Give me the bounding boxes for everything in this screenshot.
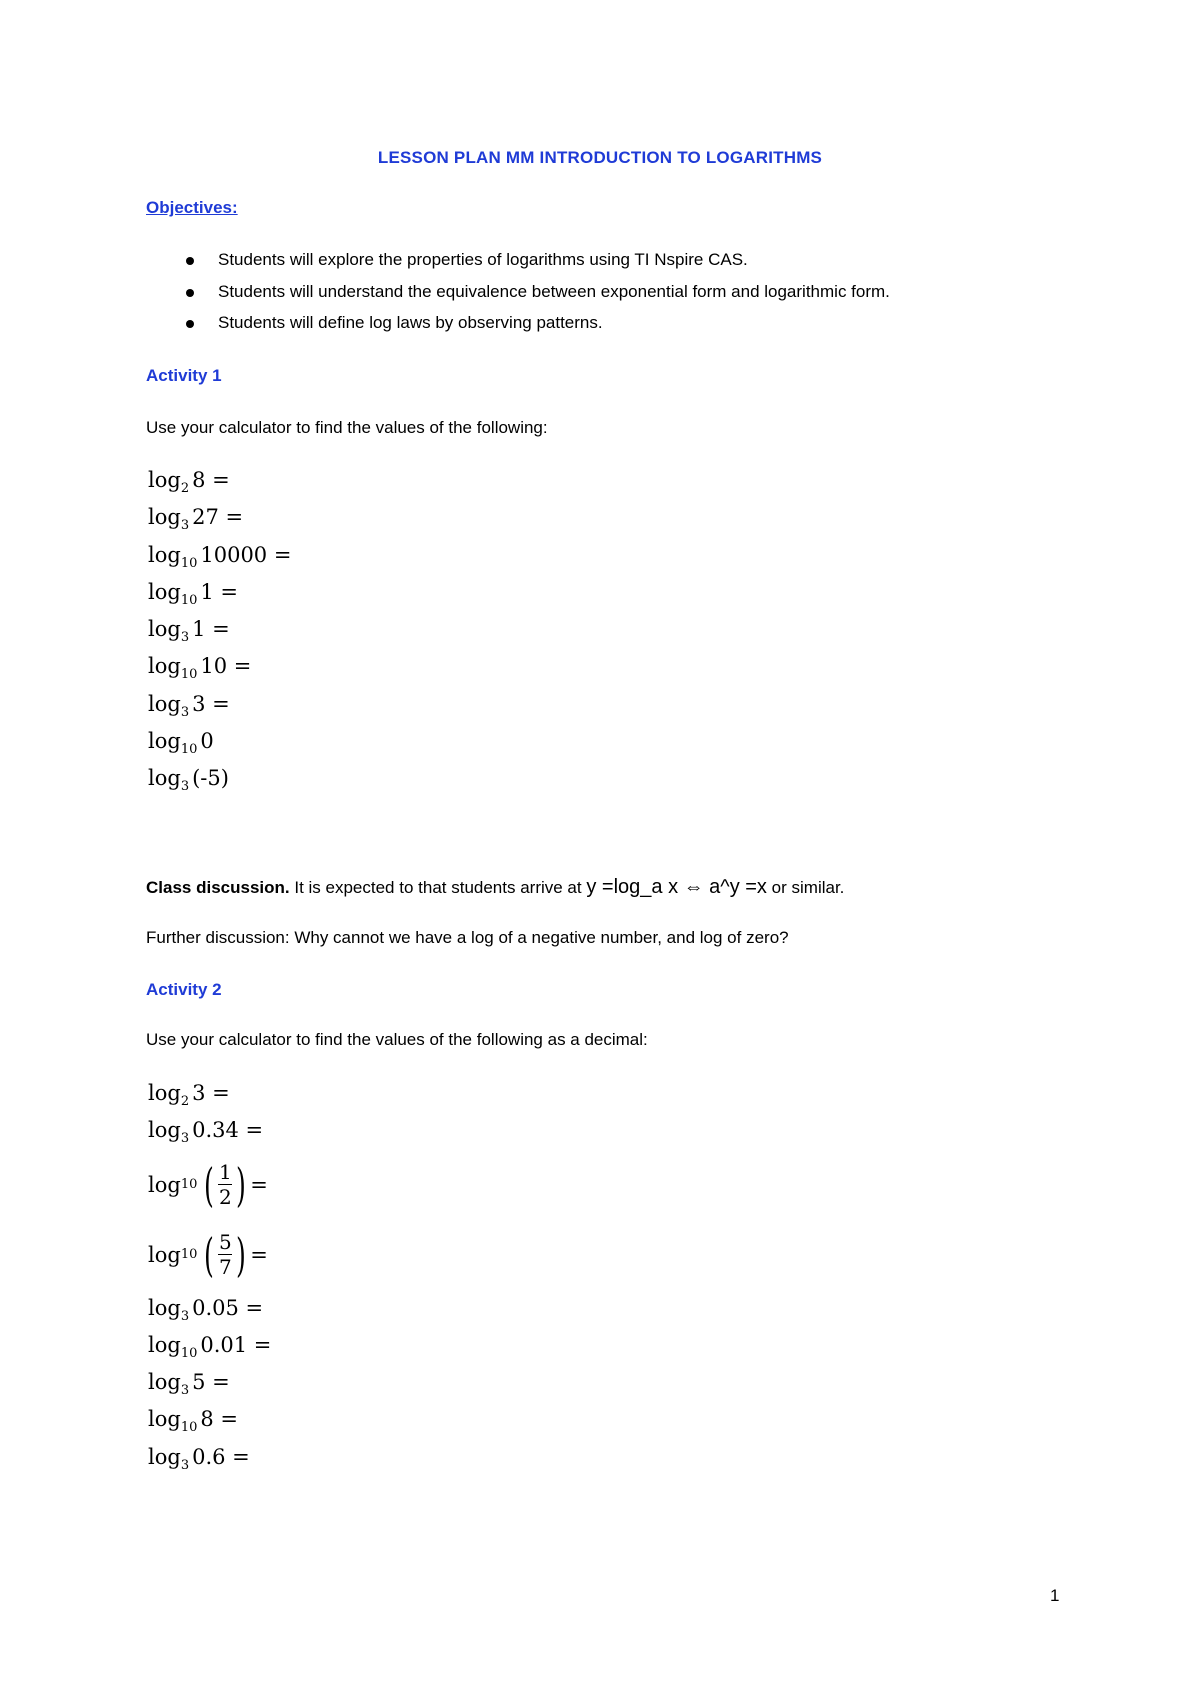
log-expression: $\log_3 5$ = <box>148 1370 230 1399</box>
bullet-icon <box>186 257 194 265</box>
activity2-instruction: Use your calculator to find the values of the following as a decimal: <box>146 1030 648 1049</box>
activity1-equations <box>148 462 291 798</box>
class-discussion: Class discussion. It is expected to that students arrive at y =log_a x ⇔ a^y =x or similar. <box>146 876 845 898</box>
page-title: LESSON PLAN MM INTRODUCTION TO LOGARITHMS <box>377 148 823 167</box>
log-expression: $\log_{10} 1$ = <box>148 579 238 608</box>
objectives-list <box>146 250 890 345</box>
objective-item: Students will explore the properties of logarithms using TI Nspire CAS. <box>146 250 890 282</box>
log-expression: $\log_3 3$ = <box>148 691 230 720</box>
page-number: 1 <box>1050 1586 1060 1605</box>
equivalence-formula: y =log_a x ⇔ a^y =x <box>586 876 767 898</box>
bullet-icon <box>186 320 194 328</box>
log-expression: $\log_3 (-5)$ <box>148 766 229 795</box>
log-expression: $\log_2 3$ = <box>148 1081 230 1109</box>
activity1-instruction: Use your calculator to find the values of the following: <box>146 418 548 437</box>
log-fraction-expression: log 10 ( $\frac{5}{7}$ ) = <box>148 1227 268 1282</box>
log-expression: $\log_2 8$ = <box>148 468 230 496</box>
log-expression: $\log_3 0.34$ = <box>148 1118 264 1147</box>
objective-item: Students will define log laws by observing patterns. <box>146 313 890 345</box>
activity2-equations <box>148 1075 271 1476</box>
objective-item: Students will understand the equivalence between exponential form and logarithmic form. <box>146 282 890 314</box>
log-expression: $\log_{10} 8$ = <box>148 1407 238 1436</box>
log-expression: $\log_{10} 0.01$ = <box>148 1332 272 1361</box>
log-fraction-expression: log 10 ( $\frac{1}{2}$ ) = <box>148 1157 268 1212</box>
log-expression: $\log_3 0.6$ = <box>148 1444 250 1473</box>
fraction: $\frac{1}{2}$ <box>218 1160 232 1210</box>
bullet-icon <box>186 289 194 297</box>
objectives-heading: Objectives: <box>146 198 238 217</box>
class-discussion-label: Class discussion. <box>146 878 290 897</box>
log-expression: $\log_{10} 10$ = <box>148 654 252 683</box>
further-discussion: Further discussion: Why cannot we have a log of a negative number, and log of zero? <box>146 928 789 947</box>
log-expression: $\log_{10} 0$ <box>148 729 214 758</box>
log-expression: $\log_{10} 10000$ = <box>148 542 292 571</box>
activity2-heading: Activity 2 <box>146 980 222 999</box>
activity1-heading: Activity 1 <box>146 366 222 385</box>
log-expression: $\log_3 0.05$ = <box>148 1295 264 1324</box>
log-expression: $\log_3 1$ = <box>148 617 230 646</box>
fraction: $\frac{5}{7}$ <box>218 1230 232 1280</box>
log-expression: $\log_3 27$ = <box>148 505 244 534</box>
